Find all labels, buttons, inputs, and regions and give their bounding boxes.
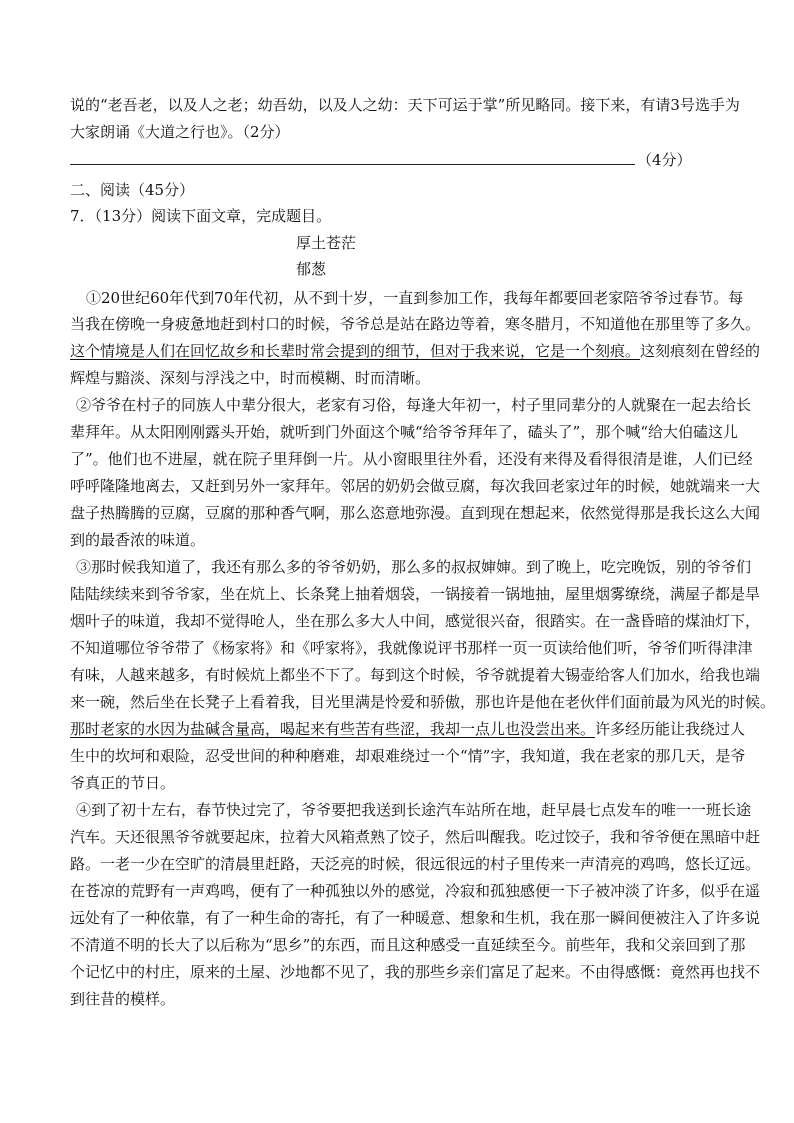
answer-score: （4分）	[637, 151, 692, 169]
p2-line-2: 辈拜年。从太阳刚刚露头开始，就听到门外面这个喊“给爷爷拜年了，磕头了”，那个喊“给大伯磕这儿	[70, 423, 739, 441]
p3-line-1: ③那时候我知道了，我还有那么多的爷爷奶奶，那么多的叔叔婶婶。到了晚上，吃完晚饭，别的爷爷们	[76, 558, 752, 576]
section-heading: 二、阅读（45分）	[70, 181, 195, 199]
p3-line-6: 来一碗，然后坐在长凳子上看着我，目光里满是怜爱和骄傲，那也许是他在老伙伴们面前最为风光的时候。	[70, 693, 776, 711]
intro-line-1: 说的“老吾老，以及人之老；幼吾幼，以及人之幼：天下可运于掌”所见略同。接下来，有请3号选手为	[70, 96, 740, 114]
intro-line-2: 大家朗诵《大道之行也》。（2分）	[70, 123, 290, 141]
p2-line-6: 到的最香浓的味道。	[70, 531, 206, 549]
p4-line-5: 远处有了一种依靠，有了一种生命的寄托，有了一种暖意、想象和生机，我在那一瞬间便被注入了许多说	[70, 909, 761, 927]
p3-line-9: 爷真正的节日。	[70, 774, 176, 792]
p3-line-2: 陆陆续续来到爷爷家，坐在炕上、长条凳上抽着烟袋，一锅接着一锅地抽，屋里烟雾缭绕，满屋子都是旱	[70, 585, 761, 603]
p4-line-1: ④到了初十左右，春节快过完了，爷爷要把我送到长途汽车站所在地，赶早晨七点发车的唯一一班长途	[76, 801, 752, 819]
p1-line-3	[70, 341, 761, 361]
p1-line-4: 辉煌与黯淡、深刻与浮浅之中，时而模糊、时而清晰。	[70, 369, 431, 387]
p3-line-4: 不知道哪位爷爷带了《杨家将》和《呼家将》，我就像说评书那样一页一页读给他们听，爷爷们听得津津	[70, 639, 753, 657]
p3-line-7	[70, 719, 746, 739]
p1-underlined-sentence: 这个情境是人们在回忆故乡和长辈时常会提到的细节，但对于我来说，它是一个刻痕。	[70, 342, 641, 360]
p3-line-3: 烟叶子的味道，我却不觉得呛人，坐在那么多大人中间，感觉很兴奋，很踏实。在一盏昏暗的煤油灯下，	[70, 612, 761, 630]
p1-line-3-tail: 这刻痕刻在曾经的	[640, 342, 761, 360]
p3-line-7-tail: 许多经历能让我绕过人	[595, 720, 746, 738]
p4-line-4: 在苍凉的荒野有一声鸡鸣，便有了一种孤独以外的感觉，冷寂和孤独感便一下子被冲淡了许多，似乎在遥	[70, 882, 761, 900]
answer-blank-line[interactable]	[70, 164, 635, 165]
p2-line-3: 了”。他们也不进屋，就在院子里拜倒一片。从小窗眼里往外看，还没有来得及看得很清是谁，人们已经	[70, 450, 753, 468]
p3-line-5: 有味，人越来越多，有时候炕上都坐不下了。每到这个时候，爷爷就提着大锡壶给客人们加水，给我也端	[70, 666, 761, 684]
p2-line-4: 呼呼隆隆地离去，又赶到另外一家拜年。邻居的奶奶会做豆腐，每次我回老家过年的时候，她就端来一大	[70, 477, 761, 495]
article-author: 郁葱	[296, 260, 327, 278]
p2-line-1: ②爷爷在村子的同族人中辈分很大，老家有习俗，每逢大年初一，村子里同辈分的人就聚在一起去给长	[76, 396, 752, 414]
question-prompt: 7．（13分）阅读下面文章，完成题目。	[70, 207, 332, 225]
p2-line-5: 盘子热腾腾的豆腐，豆腐的那种香气啊，那么恣意地弥漫。直到现在想起来，依然觉得那是我长这么大闻	[70, 504, 761, 522]
p3-line-8: 生中的坎坷和艰险，忍受世间的种种磨难，却艰难绕过一个“情”字，我知道，我在老家的那几天，是爷	[70, 747, 746, 765]
p4-line-2: 汽车。天还很黑爷爷就要起床，拉着大风箱煮熟了饺子，然后叫醒我。吃过饺子，我和爷爷便在黑暗中赶	[70, 828, 761, 846]
p3-underlined-sentence: 那时老家的水因为盐碱含量高，喝起来有些苦有些涩，我却一点儿也没尝出来。	[70, 720, 596, 738]
p4-line-7: 个记忆中的村庄，原来的土屋、沙地都不见了，我的那些乡亲们富足了起来。不由得感慨：竟然再也找不	[70, 963, 761, 981]
p4-line-8: 到往昔的模样。	[70, 990, 176, 1008]
p4-line-3: 路。一老一少在空旷的清晨里赶路，天泛亮的时候，很远很远的村子里传来一声清亮的鸡鸣，悠长辽远。	[70, 855, 761, 873]
article-title: 厚土苍茫	[296, 234, 357, 252]
p4-line-6: 不清道不明的长大了以后称为“思乡”的东西，而且这种感受一直延续至今。前些年，我和父亲回到了那	[70, 936, 746, 954]
p1-line-1: ①20世纪60年代到70年代初，从不到十岁，一直到参加工作，我每年都要回老家陪爷爷过春节。每	[86, 289, 744, 307]
p1-line-2: 当我在傍晚一身疲惫地赶到村口的时候，爷爷总是站在路边等着，寒冬腊月，不知道他在那里等了多久。	[70, 315, 761, 333]
